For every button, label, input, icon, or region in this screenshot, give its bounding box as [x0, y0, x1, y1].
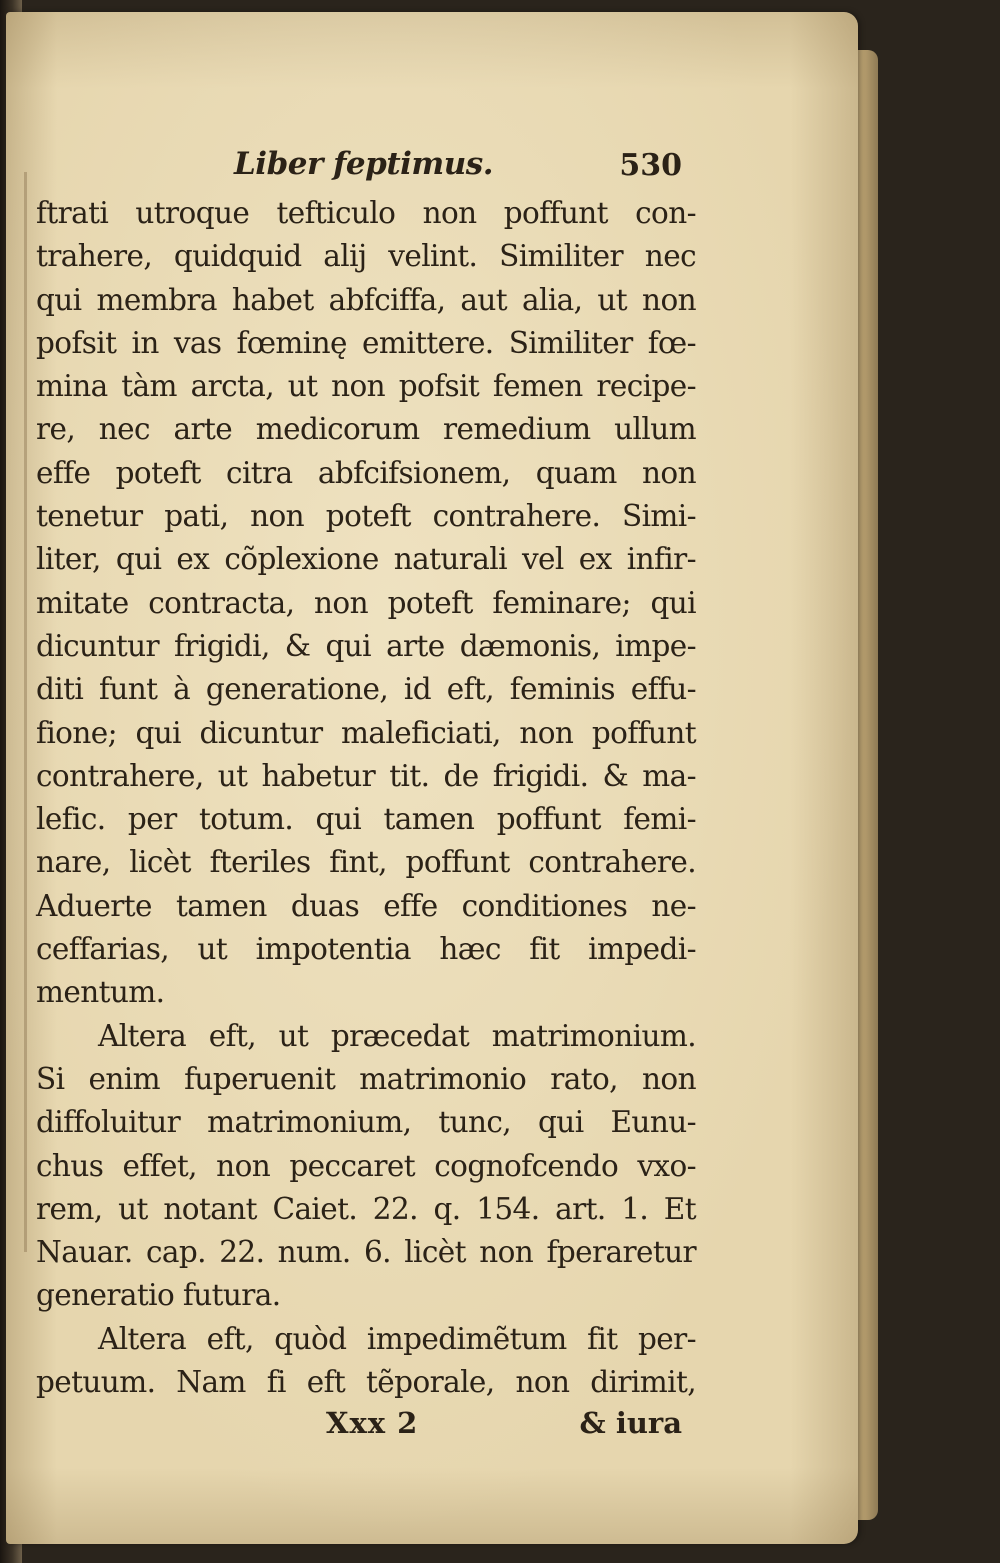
text-line: trahere, quidquid alij velint. Similiter nec [36, 239, 696, 274]
text-line: pofsit in vas fœminę emittere. Similiter fœ- [36, 325, 696, 360]
text-line: Altera eft, ut præcedat matrimonium. [98, 1018, 696, 1053]
page-header [36, 142, 696, 192]
text-line: tenetur pati, non poteft contrahere. Simi- [36, 499, 696, 534]
text-line: rem, ut notant Caiet. 22. q. 154. art. 1. Et [36, 1191, 696, 1226]
running-head: Liber feptimus. [234, 146, 494, 182]
text-block [36, 142, 696, 1452]
text-line: Nauar. cap. 22. num. 6. licèt non fperaretur [36, 1235, 696, 1270]
page-number: 530 [619, 148, 682, 183]
text-line: liter, qui ex cõplexione naturali vel ex infir- [36, 542, 696, 577]
text-line: ceffarias, ut impotentia hæc fit impedi- [36, 932, 696, 967]
text-line: diffoluitur matrimonium, tunc, qui Eunu- [36, 1105, 696, 1140]
text-line: diti funt à generatione, id eft, feminis effu- [36, 672, 696, 707]
text-line: re, nec arte medicorum remedium ullum [36, 412, 696, 447]
text-line: generatio futura. [36, 1278, 281, 1313]
signature-mark: Xxx 2 [326, 1406, 419, 1441]
text-line: ftrati utroque tefticulo non poffunt con- [36, 196, 696, 230]
text-line: contrahere, ut habetur tit. de frigidi. & ma- [36, 758, 696, 793]
text-line: mina tàm arcta, ut non pofsit femen recipe- [36, 369, 696, 404]
text-line: fione; qui dicuntur maleficiati, non poffunt [36, 715, 696, 750]
book-page [6, 12, 858, 1544]
text-line: chus effet, non peccaret cognofcendo vxo- [36, 1148, 696, 1183]
text-line: Si enim fuperuenit matrimonio rato, non [36, 1061, 696, 1096]
text-line: nare, licèt fteriles fint, poffunt contrahere. [36, 845, 696, 880]
text-line: mitate contracta, non poteft feminare; qui [36, 585, 696, 620]
margin-rule [24, 172, 27, 1252]
page-footer [36, 1406, 696, 1452]
text-line: qui membra habet abfciffa, aut alia, ut non [36, 282, 696, 317]
body-text [36, 192, 696, 1404]
text-line: effe poteft citra abfcifsionem, quam non [36, 455, 696, 490]
text-line: petuum. Nam fi eft tẽporale, non dirimit, [36, 1365, 696, 1400]
text-line: mentum. [36, 975, 165, 1010]
text-line: lefic. per totum. qui tamen poffunt femi- [36, 802, 696, 837]
text-line: Aduerte tamen duas effe conditiones ne- [36, 888, 696, 923]
text-line: dicuntur frigidi, & qui arte dæmonis, impe- [36, 628, 696, 663]
catchword: & iura [579, 1406, 682, 1441]
text-line: Altera eft, quòd impedimẽtum fit per- [98, 1321, 696, 1356]
